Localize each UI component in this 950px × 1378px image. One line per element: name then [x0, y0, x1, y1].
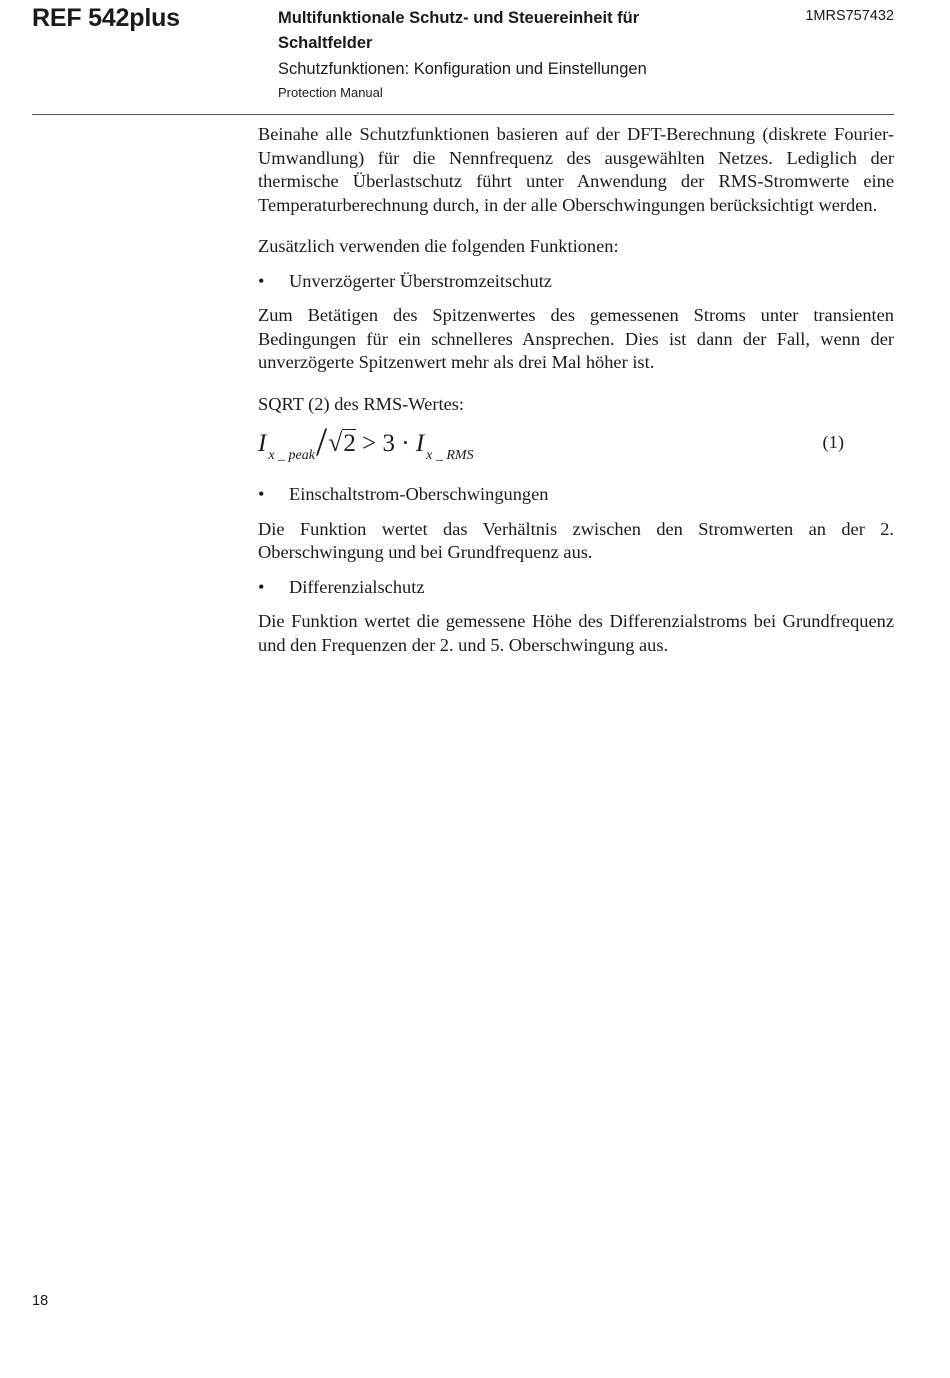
- comparison: > 3 ·: [362, 430, 410, 457]
- product-name: REF 542plus: [32, 4, 180, 32]
- division-slash: /: [315, 419, 328, 464]
- equation-number: (1): [822, 432, 844, 452]
- paragraph-differential: Die Funktion wertet die gemessene Höhe des Differenzialstroms bei Grundfrequenz und den Frequenzen der 2. und 5. Oberschwingung aus.: [258, 611, 894, 655]
- list-item-label: Unverzögerter Überstromzeitschutz: [289, 270, 552, 291]
- radicand: 2: [343, 430, 356, 457]
- radical-sign: √: [328, 428, 343, 457]
- list-item-label: Differenzialschutz: [289, 576, 425, 597]
- list-item: [258, 270, 894, 294]
- equation-expression: [258, 419, 474, 464]
- paragraph-peak-value: Zum Betätigen des Spitzenwertes des gemessenen Stroms unter transienten Bedingungen für ein schnelleres Ansprechen. Dies ist dann der Fall, wenn der unverzögerte Spitzenwert mehr als drei Mal höher ist.: [258, 305, 894, 372]
- paragraph-dft: Beinahe alle Schutzfunktionen basieren auf der DFT-Berechnung (diskrete Fourier-Umwandlung) für die Nennfrequenz des ausgewählten Netzes. Lediglich der thermische Überlastschutz führt unter Anwendung der RMS-Stromwerte eine Temperaturberechnung durch, in der alle Oberschwingungen berücksichtigt werden.: [258, 124, 894, 215]
- page-number: 18: [32, 1293, 49, 1309]
- header-divider: [32, 114, 894, 115]
- paragraph-sqrt: SQRT (2) des RMS-Wertes:: [258, 393, 465, 414]
- section-title: Schutzfunktionen: Konfiguration und Einstellungen: [278, 60, 647, 78]
- list-item: [258, 576, 894, 600]
- bullet-icon: •: [258, 576, 265, 597]
- paragraph-additional-functions: Zusätzlich verwenden die folgenden Funktionen:: [258, 236, 619, 256]
- square-root: [328, 428, 356, 457]
- body-text: [258, 123, 894, 657]
- list-item-label: Einschaltstrom-Oberschwingungen: [289, 484, 549, 504]
- current-symbol-rms: I: [415, 430, 425, 457]
- document-header: [278, 6, 738, 103]
- manual-name: Protection Manual: [278, 85, 383, 100]
- current-symbol: I: [258, 430, 267, 457]
- list-item: [258, 483, 894, 507]
- equation: [258, 419, 894, 472]
- document-title: Multifunktionale Schutz- und Steuereinheit für Schaltfelder: [278, 9, 640, 52]
- subscript-rms: x _ RMS: [426, 448, 474, 463]
- paragraph-inrush: Die Funktion wertet das Verhältnis zwischen den Stromwerten an der 2. Oberschwingung und bei Grundfrequenz aus.: [258, 518, 894, 562]
- bullet-icon: •: [258, 484, 265, 504]
- subscript-peak: x _ peak: [268, 448, 315, 463]
- document-id: 1MRS757432: [805, 8, 894, 24]
- bullet-icon: •: [258, 270, 265, 291]
